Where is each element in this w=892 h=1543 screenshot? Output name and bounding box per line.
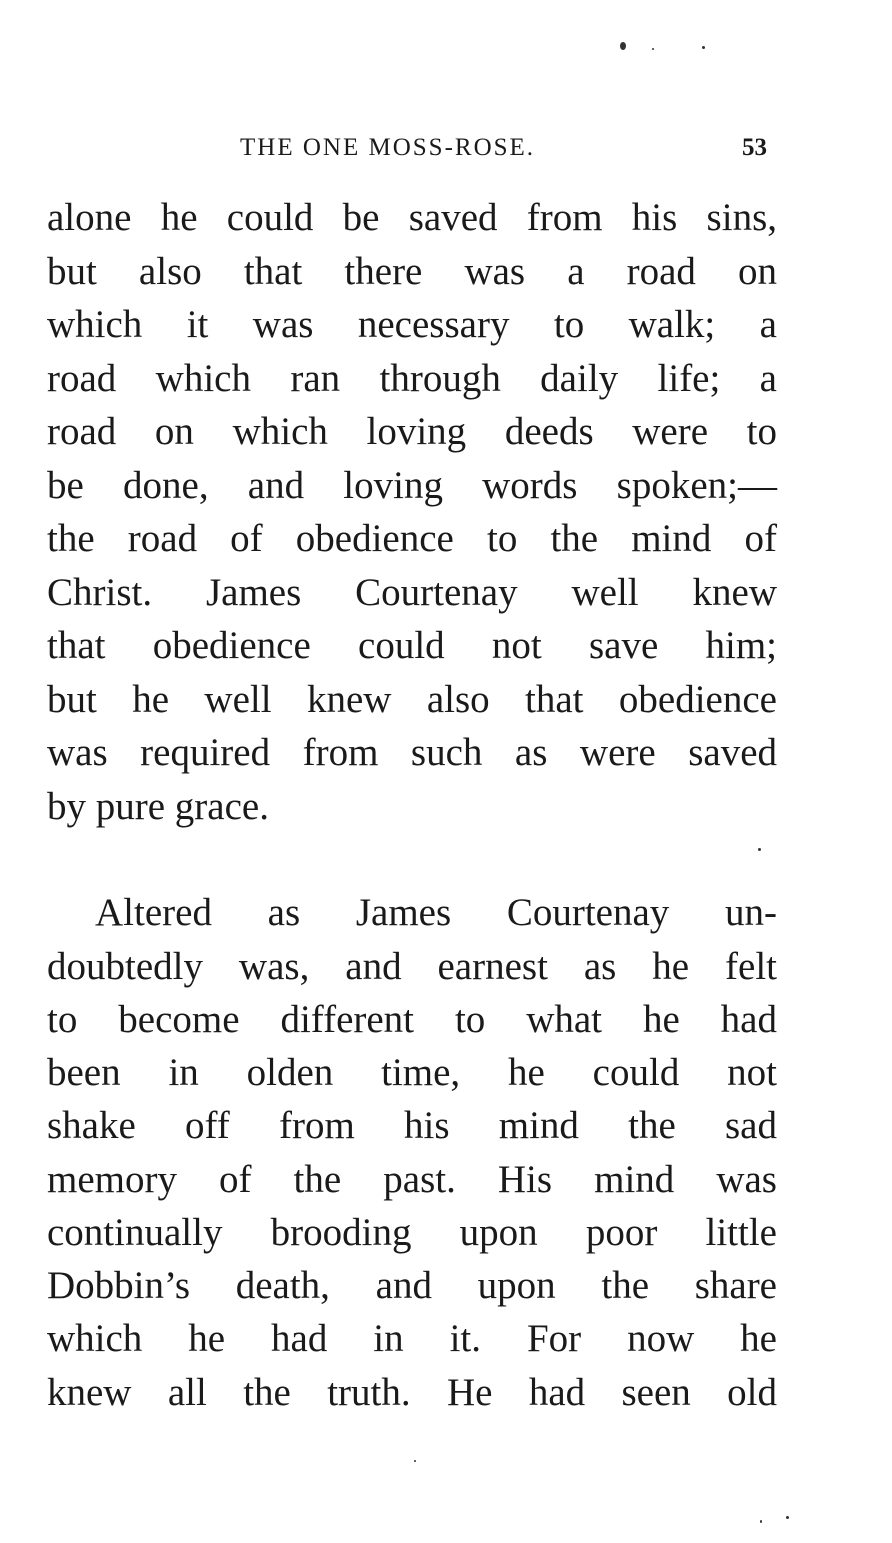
text-line: which it was necessary to walk; a — [47, 303, 777, 346]
text-line: memory of the past. His mind was — [47, 1158, 777, 1201]
text-line: by pure grace. — [47, 785, 269, 828]
scan-speck — [760, 1520, 762, 1523]
text-line: but he well knew also that obedience — [47, 678, 777, 721]
running-head — [0, 128, 892, 168]
text-line: Christ. James Courtenay well knew — [47, 571, 777, 614]
running-title: THE ONE MOSS-ROSE. — [240, 134, 536, 161]
page-number: 53 — [742, 134, 767, 161]
scan-speck — [702, 46, 705, 49]
scan-speck — [786, 1516, 789, 1519]
text-line: but also that there was a road on — [47, 250, 777, 293]
text-line: that obedience could not save him; — [47, 624, 777, 667]
text-line: been in olden time, he could not — [47, 1051, 777, 1094]
text-line: was required from such as were saved — [47, 731, 777, 774]
scan-speck — [652, 48, 654, 50]
text-line: to become different to what he had — [47, 998, 777, 1041]
text-line: alone he could be saved from his sins, — [47, 196, 777, 239]
text-line: road on which loving deeds were to — [47, 410, 777, 453]
text-line: be done, and loving words spoken;— — [47, 464, 777, 507]
text-line: continually brooding upon poor little — [47, 1211, 777, 1254]
text-line: which he had in it. For now he — [47, 1317, 777, 1360]
text-line: Dobbin’s death, and upon the share — [47, 1264, 777, 1307]
text-line: shake off from his mind the sad — [47, 1104, 777, 1147]
text-line: road which ran through daily life; a — [47, 357, 777, 400]
text-line: the road of obedience to the mind of — [47, 517, 777, 560]
text-line: Altered as James Courtenay un- — [95, 891, 777, 934]
text-line: knew all the truth. He had seen old — [47, 1371, 777, 1414]
scan-speck — [414, 1460, 416, 1462]
scan-speck — [758, 848, 761, 851]
scan-speck — [620, 42, 626, 50]
text-line: doubtedly was, and earnest as he felt — [47, 945, 777, 988]
